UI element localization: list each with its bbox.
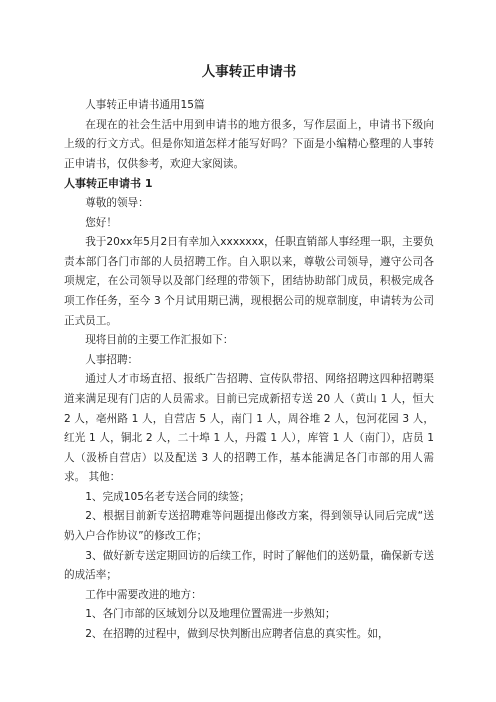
paragraph: 现将目前的主要工作汇报如下： [85, 334, 234, 347]
document-title: 人事转正申请书 [201, 64, 297, 80]
document-body [64, 96, 434, 645]
paragraph: 您好！ [85, 216, 117, 229]
section-heading: 人事转正申请书 1 [64, 177, 153, 191]
paragraph: 在现在的社会生活中用到申请书的地方很多，写作层面上，申请书下级向上级的行文方式。但是你知道怎样才能写好吗？下面是小编精心整理的人事转正申请书，仅供参考，欢迎大家阅读。 [64, 118, 434, 170]
paragraph: 1、各门市部的区域划分以及地理位置需进一步熟知； [85, 608, 336, 621]
paragraph: 工作中需要改进的地方： [85, 588, 202, 601]
paragraph: 人事招聘： [85, 353, 139, 366]
paragraph: 人事转正申请书通用15篇 [85, 99, 205, 111]
paragraph: 2、在招聘的过程中，做到尽快判断出应聘者信息的真实性。如， [85, 628, 389, 641]
paragraph: 通过人才市场直招、报纸广告招聘、宣传队带招、网络招聘这四种招聘渠道来满足现有门店的人员需求。目前已完成新招专送 20 人（黄山 1 人，恒大 2 人，亳州路 1 人，自营店 5 人，南门 1 人，周谷堆 2 人，包河花园 3 人，红光 1 人，铜北 2 人，二十埠 1 人，丹霞 1 人），库管 1 人（南门），店员 1 人（汲桥自营店）以及配送 3 人的招聘工作，基本能满足各门市部的用人需求。 其他： [64, 373, 434, 484]
paragraph: 1、完成105名老专送合同的续签； [85, 490, 250, 503]
paragraph: 尊敬的领导： [85, 196, 149, 209]
paragraph: 3、做好新专送定期回访的后续工作，时时了解他们的送奶量，确保新专送的成活率； [64, 549, 434, 582]
paragraph: 我于20xx年5月2日有幸加入xxxxxxx，任职直销部人事经理一职，主要负责本部门各门市部的人员招聘工作。自入职以来，尊敬公司领导，遵守公司各项规定，在公司领导以及部门经理的带领下，团结协助部门成员，积极完成各项工作任务，至今 3 个月试用期已满，现根据公司的规章制度，申请转为公司正式员工。 [64, 236, 434, 327]
paragraph: 2、根据目前新专送招聘难等问题提出修改方案，得到领导认同后完成“送奶入户合作协议”的修改工作； [64, 510, 434, 543]
